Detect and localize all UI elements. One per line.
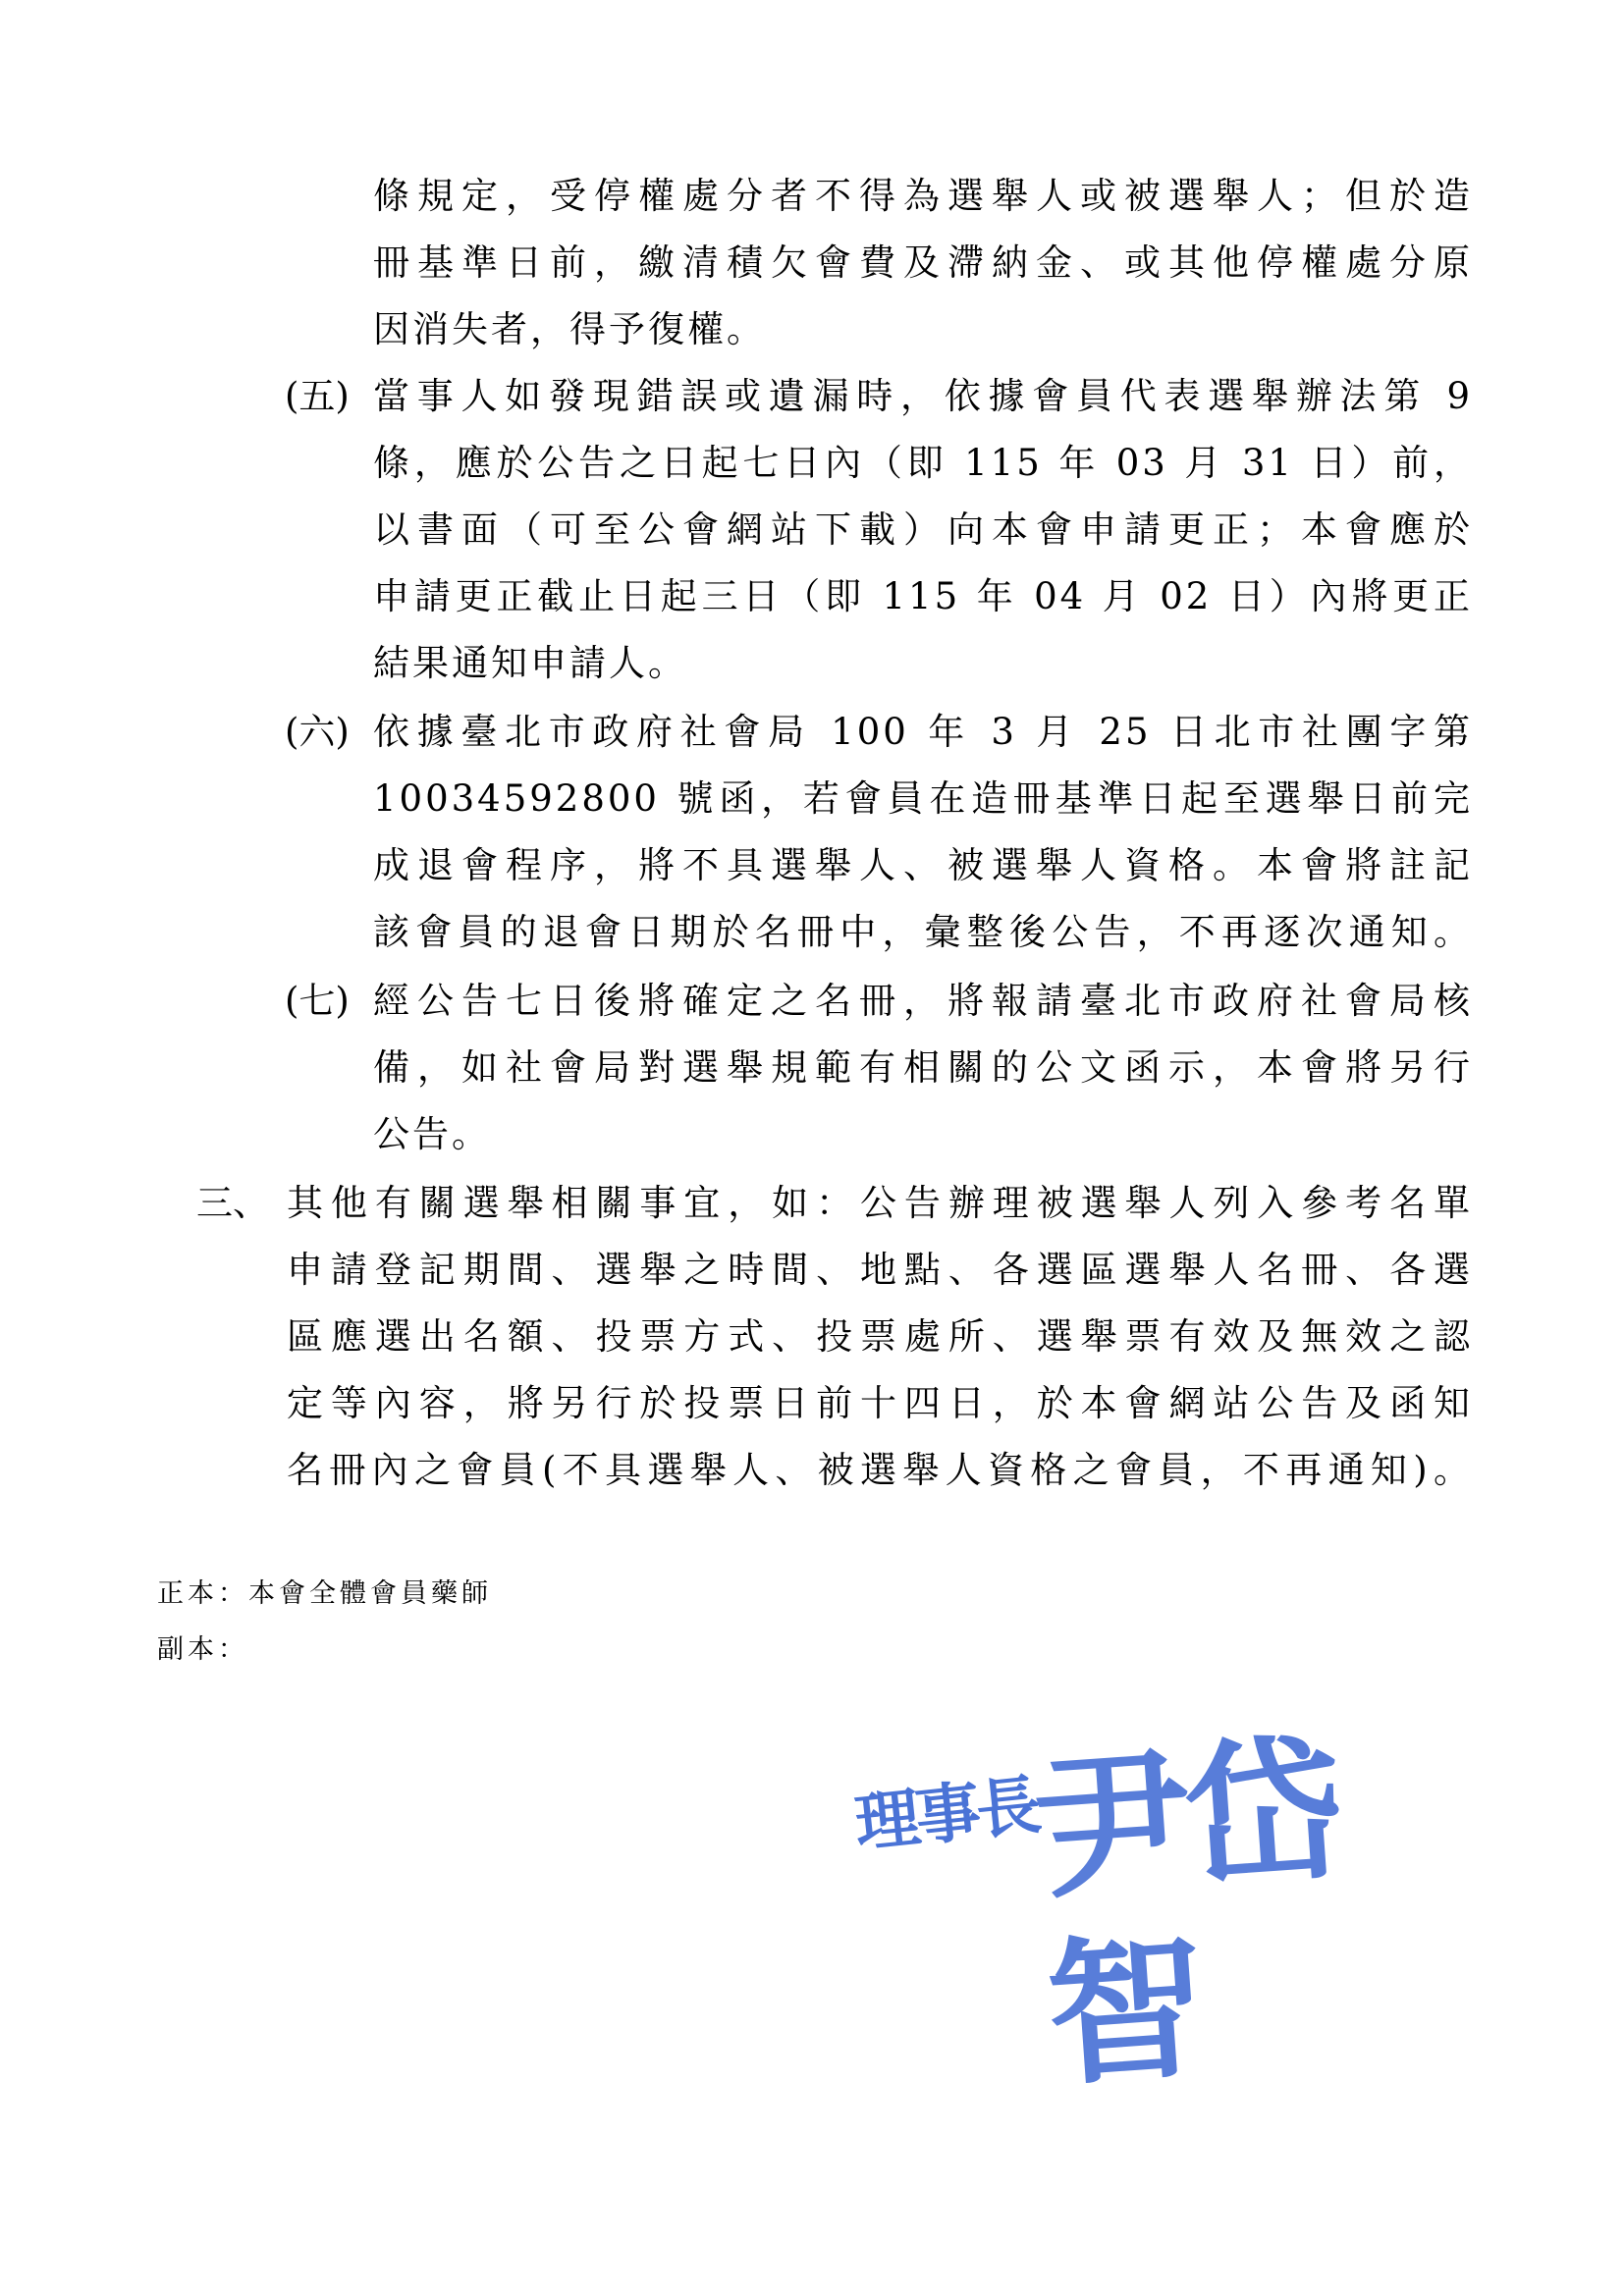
text-line: 冊基準日前，繳清積欠會費及滯納金、或其他停權處分原 [373, 241, 1473, 284]
stamp-name: 尹岱智 [1028, 1717, 1343, 2109]
text-line: 經公告七日後將確定之名冊，將報請臺北市政府社會局核 [373, 980, 1473, 1022]
item-label: (七) [285, 980, 350, 1022]
item-label: (五) [285, 375, 350, 417]
text-line: 成退會程序，將不具選舉人、被選舉人資格。本會將註記 [373, 844, 1473, 886]
text-line: 因消失者，得予復權。 [373, 308, 766, 350]
text-line: 該會員的退會日期於名冊中，彙整後公告，不再逐次通知。 [373, 911, 1473, 953]
text-line: 其他有關選舉相關事宜，如：公告辦理被選舉人列入參考名單 [287, 1182, 1473, 1224]
text-line: 申請更正截止日起三日（即 115 年 04 月 02 日）內將更正 [373, 575, 1473, 617]
signature-stamp [844, 1713, 1463, 2109]
original-recipient: 正本：本會全體會員藥師 [157, 1578, 492, 1609]
text-line: 申請登記期間、選舉之時間、地點、各選區選舉人名冊、各選 [287, 1249, 1473, 1291]
text-line: 名冊內之會員(不具選舉人、被選舉人資格之會員，不再通知)。 [287, 1449, 1473, 1491]
text-line: 條，應於公告之日起七日內（即 115 年 03 月 31 日）前， [373, 442, 1473, 484]
text-line: 依據臺北市政府社會局 100 年 3 月 25 日北市社團字第 [373, 711, 1473, 753]
copy-recipient: 副本： [157, 1634, 248, 1665]
item-label: (六) [285, 711, 350, 753]
stamp-title: 理事長 [851, 1767, 1042, 1862]
text-line: 以書面（可至公會網站下載）向本會申請更正；本會應於 [373, 508, 1473, 551]
text-line: 區應選出名額、投票方式、投票處所、選舉票有效及無效之認 [287, 1315, 1473, 1358]
text-line: 定等內容，將另行於投票日前十四日，於本會網站公告及函知 [287, 1382, 1473, 1424]
text-line: 公告。 [373, 1113, 491, 1155]
text-line: 10034592800 號函，若會員在造冊基準日起至選舉日前完 [373, 777, 1473, 820]
text-line: 備，如社會局對選舉規範有相關的公文函示，本會將另行 [373, 1046, 1473, 1089]
text-line: 條規定，受停權處分者不得為選舉人或被選舉人；但於造 [373, 175, 1473, 217]
section-label: 三、 [196, 1182, 269, 1224]
text-line: 結果通知申請人。 [373, 642, 687, 684]
text-line: 當事人如發現錯誤或遺漏時，依據會員代表選舉辦法第 9 [373, 375, 1473, 417]
